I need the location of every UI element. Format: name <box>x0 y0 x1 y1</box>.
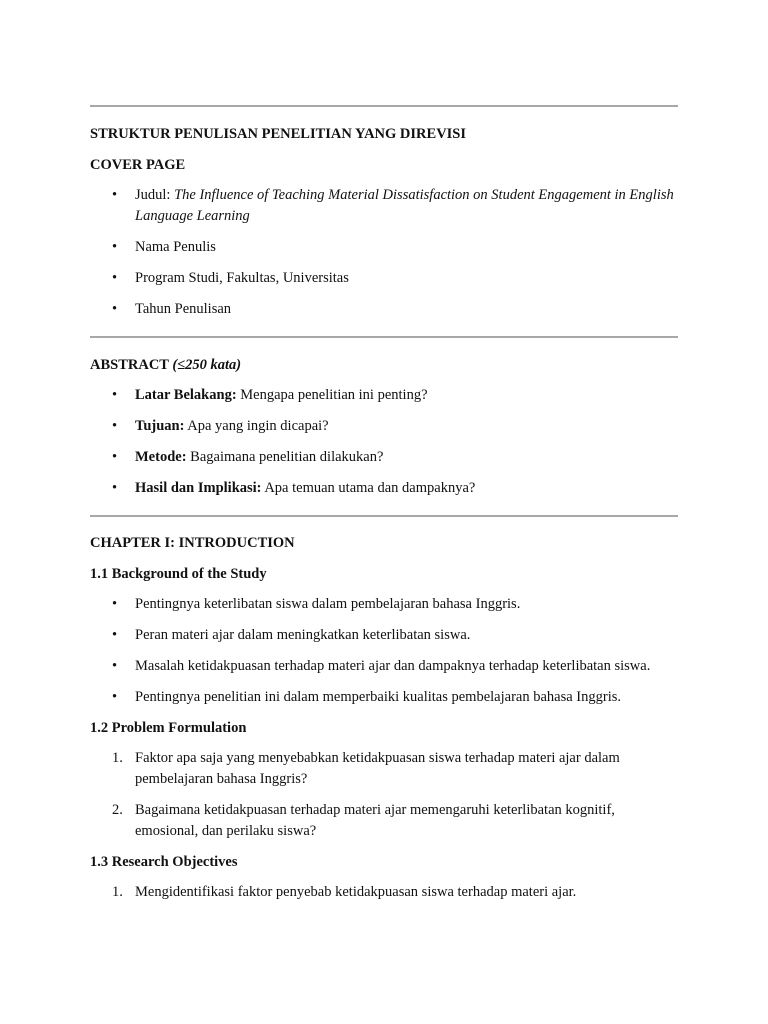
abstract-note: (≤250 kata) <box>172 357 242 373</box>
horizontal-rule <box>90 515 678 517</box>
item-label: Metode: <box>135 449 187 465</box>
document-page <box>90 105 678 903</box>
cover-heading: COVER PAGE <box>90 157 186 173</box>
list-item-text: Program Studi, Fakultas, Universitas <box>135 270 349 286</box>
list-item <box>90 748 678 790</box>
list-item-text: Nama Penulis <box>135 239 216 255</box>
list-item <box>90 299 678 320</box>
judul-value: The Influence of Teaching Material Dissatisfaction on Student Engagement in English Language Learning <box>135 187 674 224</box>
document-title: STRUKTUR PENULISAN PENELITIAN YANG DIREVISI <box>90 126 467 142</box>
list-item-text: Pentingnya penelitian ini dalam memperbaiki kualitas pembelajaran bahasa Inggris. <box>135 689 621 705</box>
background-list <box>90 594 678 708</box>
list-item <box>90 625 678 646</box>
item-number: 1. <box>112 750 123 766</box>
list-item <box>90 594 678 615</box>
abstract-heading-text: ABSTRACT <box>90 357 173 373</box>
chapter-heading: CHAPTER I: INTRODUCTION <box>90 535 295 551</box>
judul-label: Judul: <box>135 187 175 203</box>
bullet-icon: • <box>112 270 118 286</box>
item-text: Apa yang ingin dicapai? <box>184 418 329 434</box>
section-heading-background: 1.1 Background of the Study <box>90 566 267 582</box>
list-item <box>90 687 678 708</box>
list-item-text: Masalah ketidakpuasan terhadap materi ajar dan dampaknya terhadap keterlibatan siswa. <box>135 658 651 674</box>
bullet-icon: • <box>112 480 118 496</box>
list-item-judul <box>90 185 678 227</box>
list-item-text: Tahun Penulisan <box>135 301 232 317</box>
horizontal-rule <box>90 336 678 338</box>
list-item-text: Bagaimana ketidakpuasan terhadap materi ajar memengaruhi keterlibatan kognitif, emosional, dan perilaku siswa? <box>135 802 615 839</box>
item-label: Tujuan: <box>135 418 185 434</box>
cover-list <box>90 185 678 320</box>
bullet-icon: • <box>112 418 118 434</box>
problem-list <box>90 748 678 842</box>
horizontal-rule <box>90 105 678 107</box>
bullet-icon: • <box>112 596 118 612</box>
list-item <box>90 800 678 842</box>
bullet-icon: • <box>112 627 118 643</box>
bullet-icon: • <box>112 658 118 674</box>
bullet-icon: • <box>112 239 118 255</box>
list-item <box>90 237 678 258</box>
list-item <box>90 447 678 468</box>
item-label: Hasil dan Implikasi: <box>135 480 262 496</box>
item-number: 2. <box>112 802 123 818</box>
bullet-icon: • <box>112 449 118 465</box>
bullet-icon: • <box>112 689 118 705</box>
abstract-list <box>90 385 678 499</box>
item-label: Latar Belakang: <box>135 387 237 403</box>
item-number: 1. <box>112 884 123 900</box>
list-item <box>90 385 678 406</box>
abstract-heading <box>90 355 678 375</box>
list-item <box>90 416 678 437</box>
item-text: Apa temuan utama dan dampaknya? <box>261 480 476 496</box>
list-item <box>90 882 678 903</box>
list-item <box>90 478 678 499</box>
bullet-icon: • <box>112 387 118 403</box>
list-item <box>90 656 678 677</box>
section-heading-problem: 1.2 Problem Formulation <box>90 720 247 736</box>
bullet-icon: • <box>112 187 118 203</box>
item-text: Mengapa penelitian ini penting? <box>236 387 428 403</box>
bullet-icon: • <box>112 301 118 317</box>
objectives-list <box>90 882 678 903</box>
item-text: Bagaimana penelitian dilakukan? <box>186 449 384 465</box>
list-item <box>90 268 678 289</box>
list-item-text: Peran materi ajar dalam meningkatkan keterlibatan siswa. <box>135 627 471 643</box>
list-item-text: Faktor apa saja yang menyebabkan ketidakpuasan siswa terhadap materi ajar dalam pembelajaran bahasa Inggris? <box>135 750 620 787</box>
list-item-text: Mengidentifikasi faktor penyebab ketidakpuasan siswa terhadap materi ajar. <box>135 884 577 900</box>
list-item-text: Pentingnya keterlibatan siswa dalam pembelajaran bahasa Inggris. <box>135 596 521 612</box>
section-heading-objectives: 1.3 Research Objectives <box>90 854 238 870</box>
